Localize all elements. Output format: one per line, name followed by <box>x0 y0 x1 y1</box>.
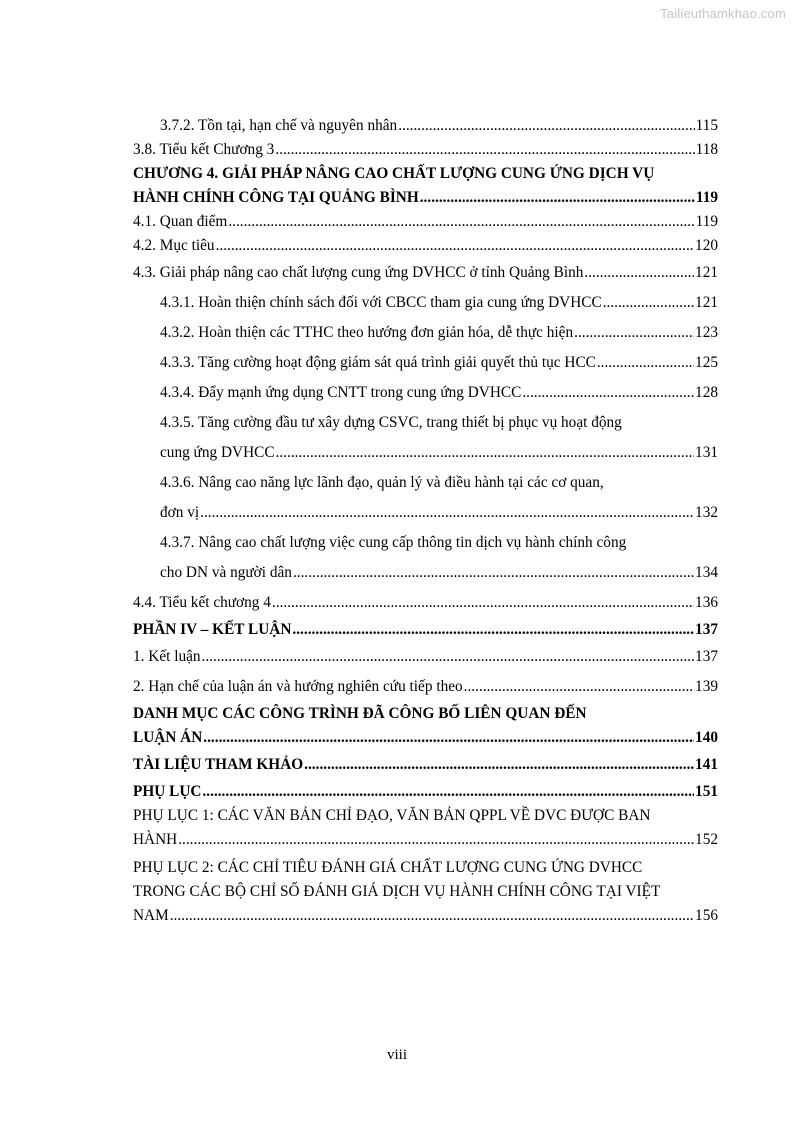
toc-entry-ket-luan[interactable] <box>133 642 718 672</box>
toc-entry-danh-muc-cong-trinh[interactable] <box>133 702 718 750</box>
toc-entry-page: 115 <box>695 117 718 134</box>
dot-leader <box>170 904 694 928</box>
toc-entry-4-4[interactable] <box>133 588 718 618</box>
toc-entry-title: HÀNH <box>133 831 178 848</box>
dot-leader <box>597 348 694 378</box>
dot-leader <box>276 438 695 468</box>
toc-entry-title-line: CHƯƠNG 4. GIẢI PHÁP NÂNG CAO CHẤT LƯỢNG CUNG ỨNG DỊCH VỤ <box>133 165 655 182</box>
toc-entry-page: 119 <box>695 189 718 206</box>
toc-entry-title: 4.1. Quan điểm <box>133 213 228 230</box>
toc-entry-title: PHẦN IV – KẾT LUẬN <box>133 621 292 638</box>
toc-entry-title: HÀNH CHÍNH CÔNG TẠI QUẢNG BÌNH <box>133 189 419 206</box>
toc-entry-title: cho DN và người dân <box>160 564 292 581</box>
toc-entry-title: 4.3. Giải pháp nâng cao chất lượng cung ứng DVHCC ở tỉnh Quảng Bình <box>133 264 584 281</box>
toc-entry-title-line: PHỤ LỤC 1: CÁC VĂN BẢN CHỈ ĐẠO, VĂN BẢN QPPL VỀ DVC ĐƯỢC BAN <box>133 807 651 824</box>
toc-entry-page: 132 <box>695 504 718 521</box>
toc-entry-page: 134 <box>695 564 718 581</box>
dot-leader <box>420 186 695 210</box>
table-of-contents <box>133 114 718 928</box>
toc-entry-4-3-7[interactable] <box>133 528 718 588</box>
dot-leader <box>203 726 694 750</box>
toc-entry-4-3-3[interactable] <box>133 348 718 378</box>
toc-entry-4-3-2[interactable] <box>133 318 718 348</box>
dot-leader <box>292 618 694 642</box>
toc-entry-page: 136 <box>695 594 718 611</box>
toc-entry-4-1[interactable] <box>133 210 718 234</box>
toc-entry-title: 3.7.2. Tồn tại, hạn chế và nguyên nhân <box>160 117 398 134</box>
toc-entry-title-line: PHỤ LỤC 2: CÁC CHỈ TIÊU ĐÁNH GIÁ CHẤT LƯỢNG CUNG ỨNG DVHCC <box>133 859 643 876</box>
toc-entry-title: PHỤ LỤC <box>133 783 202 800</box>
dot-leader <box>202 642 695 672</box>
toc-entry-page: 137 <box>695 621 718 638</box>
toc-entry-page: 123 <box>695 324 718 341</box>
toc-entry-page: 151 <box>695 783 718 800</box>
toc-entry-title: 4.2. Mục tiêu <box>133 237 215 254</box>
dot-leader <box>216 234 694 258</box>
toc-entry-title: 3.8. Tiểu kết Chương 3 <box>133 141 275 158</box>
toc-entry-page: 119 <box>695 213 718 230</box>
toc-entry-title-line: 4.3.7. Nâng cao chất lượng việc cung cấp thông tin dịch vụ hành chính công <box>160 534 627 551</box>
toc-entry-title-line: DANH MỤC CÁC CÔNG TRÌNH ĐÃ CÔNG BỐ LIÊN QUAN ĐẾN <box>133 705 587 722</box>
toc-entry-chuong-4[interactable] <box>133 162 718 210</box>
toc-entry-title-line: 4.3.6. Nâng cao năng lực lãnh đạo, quản lý và điều hành tại các cơ quan, <box>160 474 604 491</box>
toc-entry-3-8[interactable] <box>133 138 718 162</box>
toc-entry-4-3[interactable] <box>133 258 718 288</box>
dot-leader <box>574 318 694 348</box>
toc-entry-phu-luc-2[interactable] <box>133 856 718 928</box>
toc-entry-4-3-1[interactable] <box>133 288 718 318</box>
dot-leader <box>464 672 694 702</box>
toc-entry-page: 139 <box>695 678 718 695</box>
toc-entry-4-3-4[interactable] <box>133 378 718 408</box>
page-number: viii <box>386 1047 407 1063</box>
watermark: Tailieuthamkhao.com <box>660 6 786 21</box>
toc-entry-page: 152 <box>695 831 718 848</box>
toc-entry-title: 4.3.3. Tăng cường hoạt động giám sát quá trình giải quyết thủ tục HCC <box>160 354 596 371</box>
dot-leader <box>228 210 694 234</box>
toc-entry-han-che[interactable] <box>133 672 718 702</box>
toc-entry-page: 121 <box>695 264 718 281</box>
toc-entry-title: TÀI LIỆU THAM KHẢO <box>133 756 304 773</box>
toc-entry-page: 140 <box>695 729 718 746</box>
toc-entry-title: đơn vị <box>160 504 200 521</box>
toc-entry-title: 4.3.4. Đẩy mạnh ứng dụng CNTT trong cung ứng DVHCC <box>160 384 522 401</box>
toc-entry-4-2[interactable] <box>133 234 718 258</box>
dot-leader <box>522 378 694 408</box>
toc-entry-page: 120 <box>695 237 718 254</box>
dot-leader <box>178 828 694 852</box>
toc-entry-4-3-5[interactable] <box>133 408 718 468</box>
toc-entry-3-7-2[interactable] <box>133 114 718 138</box>
toc-entry-4-3-6[interactable] <box>133 468 718 528</box>
toc-entry-page: 121 <box>695 294 718 311</box>
toc-entry-phan-iv[interactable] <box>133 618 718 642</box>
toc-entry-title: 1. Kết luận <box>133 648 201 665</box>
toc-entry-title-line: 4.3.5. Tăng cường đầu tư xây dựng CSVC, trang thiết bị phục vụ hoạt động <box>160 414 622 431</box>
dot-leader <box>202 780 694 804</box>
toc-entry-title: cung ứng DVHCC <box>160 444 275 461</box>
toc-entry-page: 128 <box>695 384 718 401</box>
toc-entry-title: 4.3.1. Hoàn thiện chính sách đối với CBCC tham gia cung ứng DVHCC <box>160 294 602 311</box>
toc-entry-title: 2. Hạn chế của luận án và hướng nghiên cứu tiếp theo <box>133 678 463 695</box>
toc-entry-phu-luc[interactable] <box>133 780 718 804</box>
dot-leader <box>584 258 694 288</box>
dot-leader <box>275 138 694 162</box>
toc-entry-page: 141 <box>695 756 718 773</box>
toc-entry-page: 137 <box>695 648 718 665</box>
toc-entry-page: 156 <box>695 907 718 924</box>
dot-leader <box>304 750 694 780</box>
toc-entry-title: 4.3.2. Hoàn thiện các TTHC theo hướng đơn giản hóa, dễ thực hiện <box>160 324 574 341</box>
toc-entry-title: NAM <box>133 907 169 924</box>
toc-entry-page: 125 <box>695 354 718 371</box>
dot-leader <box>272 588 694 618</box>
toc-entry-phu-luc-1[interactable] <box>133 804 718 852</box>
toc-entry-page: 131 <box>695 444 718 461</box>
dot-leader <box>603 288 694 318</box>
dot-leader <box>398 114 694 138</box>
toc-entry-title: LUẬN ÁN <box>133 729 203 746</box>
toc-entry-tai-lieu-tham-khao[interactable] <box>133 750 718 780</box>
dot-leader <box>200 498 694 528</box>
toc-entry-title: 4.4. Tiểu kết chương 4 <box>133 594 271 611</box>
dot-leader <box>293 558 694 588</box>
toc-entry-title-line: TRONG CÁC BỘ CHỈ SỐ ĐÁNH GIÁ DỊCH VỤ HÀNH CHÍNH CÔNG TẠI VIỆT <box>133 883 661 900</box>
toc-entry-page: 118 <box>695 141 718 158</box>
